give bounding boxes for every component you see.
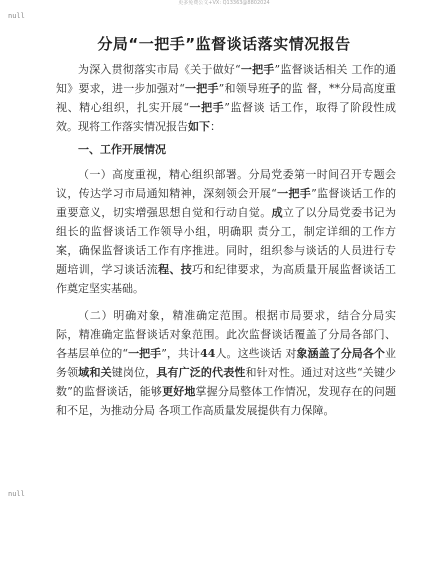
document-body — [56, 60, 396, 423]
section-heading: 一、工作开展情况 — [78, 143, 166, 156]
bold-run: 一把手 — [240, 63, 275, 76]
text-run: 掌握分局整体工作情况，发现存在的问题和不足，为推动分局 各项工作高质量发展提供有力保障。 — [56, 385, 397, 417]
bold-run: 程、技 — [158, 263, 193, 276]
bold-run: 一把手 — [128, 347, 162, 360]
bold-run: 一把手 — [188, 101, 225, 114]
bold-run: 如下 — [188, 120, 210, 133]
text-run: ”，共计 — [161, 347, 201, 360]
text-run: ”监督谈话工作的重要意义，切实增强思想自觉和行动自觉。 — [56, 187, 397, 219]
text-run: ： — [210, 120, 221, 133]
document-title: 分局“一把手”监督谈话落实情况报告 — [97, 35, 351, 53]
bold-run: 成 — [271, 206, 283, 219]
watermark-banner: 更多免费公文+VX: Q13363@8802024 — [178, 0, 270, 6]
bold-run: 子 — [269, 82, 281, 95]
text-run: 业务领 — [56, 347, 396, 379]
bold-run: 一把手 — [276, 187, 312, 200]
text-run: ”监督谈 话工作，取得了阶段性成效。现将工作落实情况报告 — [56, 101, 397, 133]
text-run: 立了以分局党委书记为组长的监督谈话工作领导小组，明确职 责分工，制定详细的工作方案，确保监督谈话工作有序推进。同时，组织参与谈话的人员进行专题培训，学习谈话流 — [56, 206, 397, 276]
text-run: 人。这些谈话 对 — [215, 347, 297, 360]
text-run: 为深入贯彻落实市局《关于做好“ — [78, 63, 241, 76]
bold-run: 象涵盖了分局各个 — [296, 347, 385, 360]
text-run: 巧和纪律要求，为高质量开展监督谈话工作奠定坚实基础。 — [56, 263, 397, 295]
bold-run: 域和关 — [78, 366, 112, 379]
text-run: 键岗位， — [111, 366, 157, 379]
page-marker-bottom: null — [8, 490, 25, 498]
text-run: （一）高度重视，精心组织部署。分局党委第一时间召开专题会议，传达学习市局通知精神，深刻领会开展“ — [56, 168, 396, 200]
bold-run: 具有广泛的代表性 — [156, 366, 246, 379]
bold-run: 一把手 — [184, 82, 219, 95]
page-marker-top: null — [8, 12, 25, 20]
text-run: ”监督谈话相关 工作的通知》要求，进一步加强对“ — [56, 63, 397, 95]
paragraph-2 — [56, 306, 396, 420]
intro-paragraph — [56, 60, 396, 136]
bold-run: 44 — [200, 347, 216, 360]
bold-run: 更好地 — [162, 385, 196, 398]
text-run: （二）明确对象，精准确定范围。根据市局要求，结合分局实际，精准确定监督谈话对象范围。此次监督谈话覆盖了分局各部门、各基层单位的“ — [56, 309, 396, 360]
text-run: 的监 督，**分局高度重视、精心组织，扎实开展“ — [56, 82, 397, 114]
text-run: 和针对性。通过对这些“关键少数”的监督谈话，能够 — [56, 366, 397, 398]
text-run: ”和领导班 — [218, 82, 270, 95]
paragraph-1 — [56, 165, 396, 298]
